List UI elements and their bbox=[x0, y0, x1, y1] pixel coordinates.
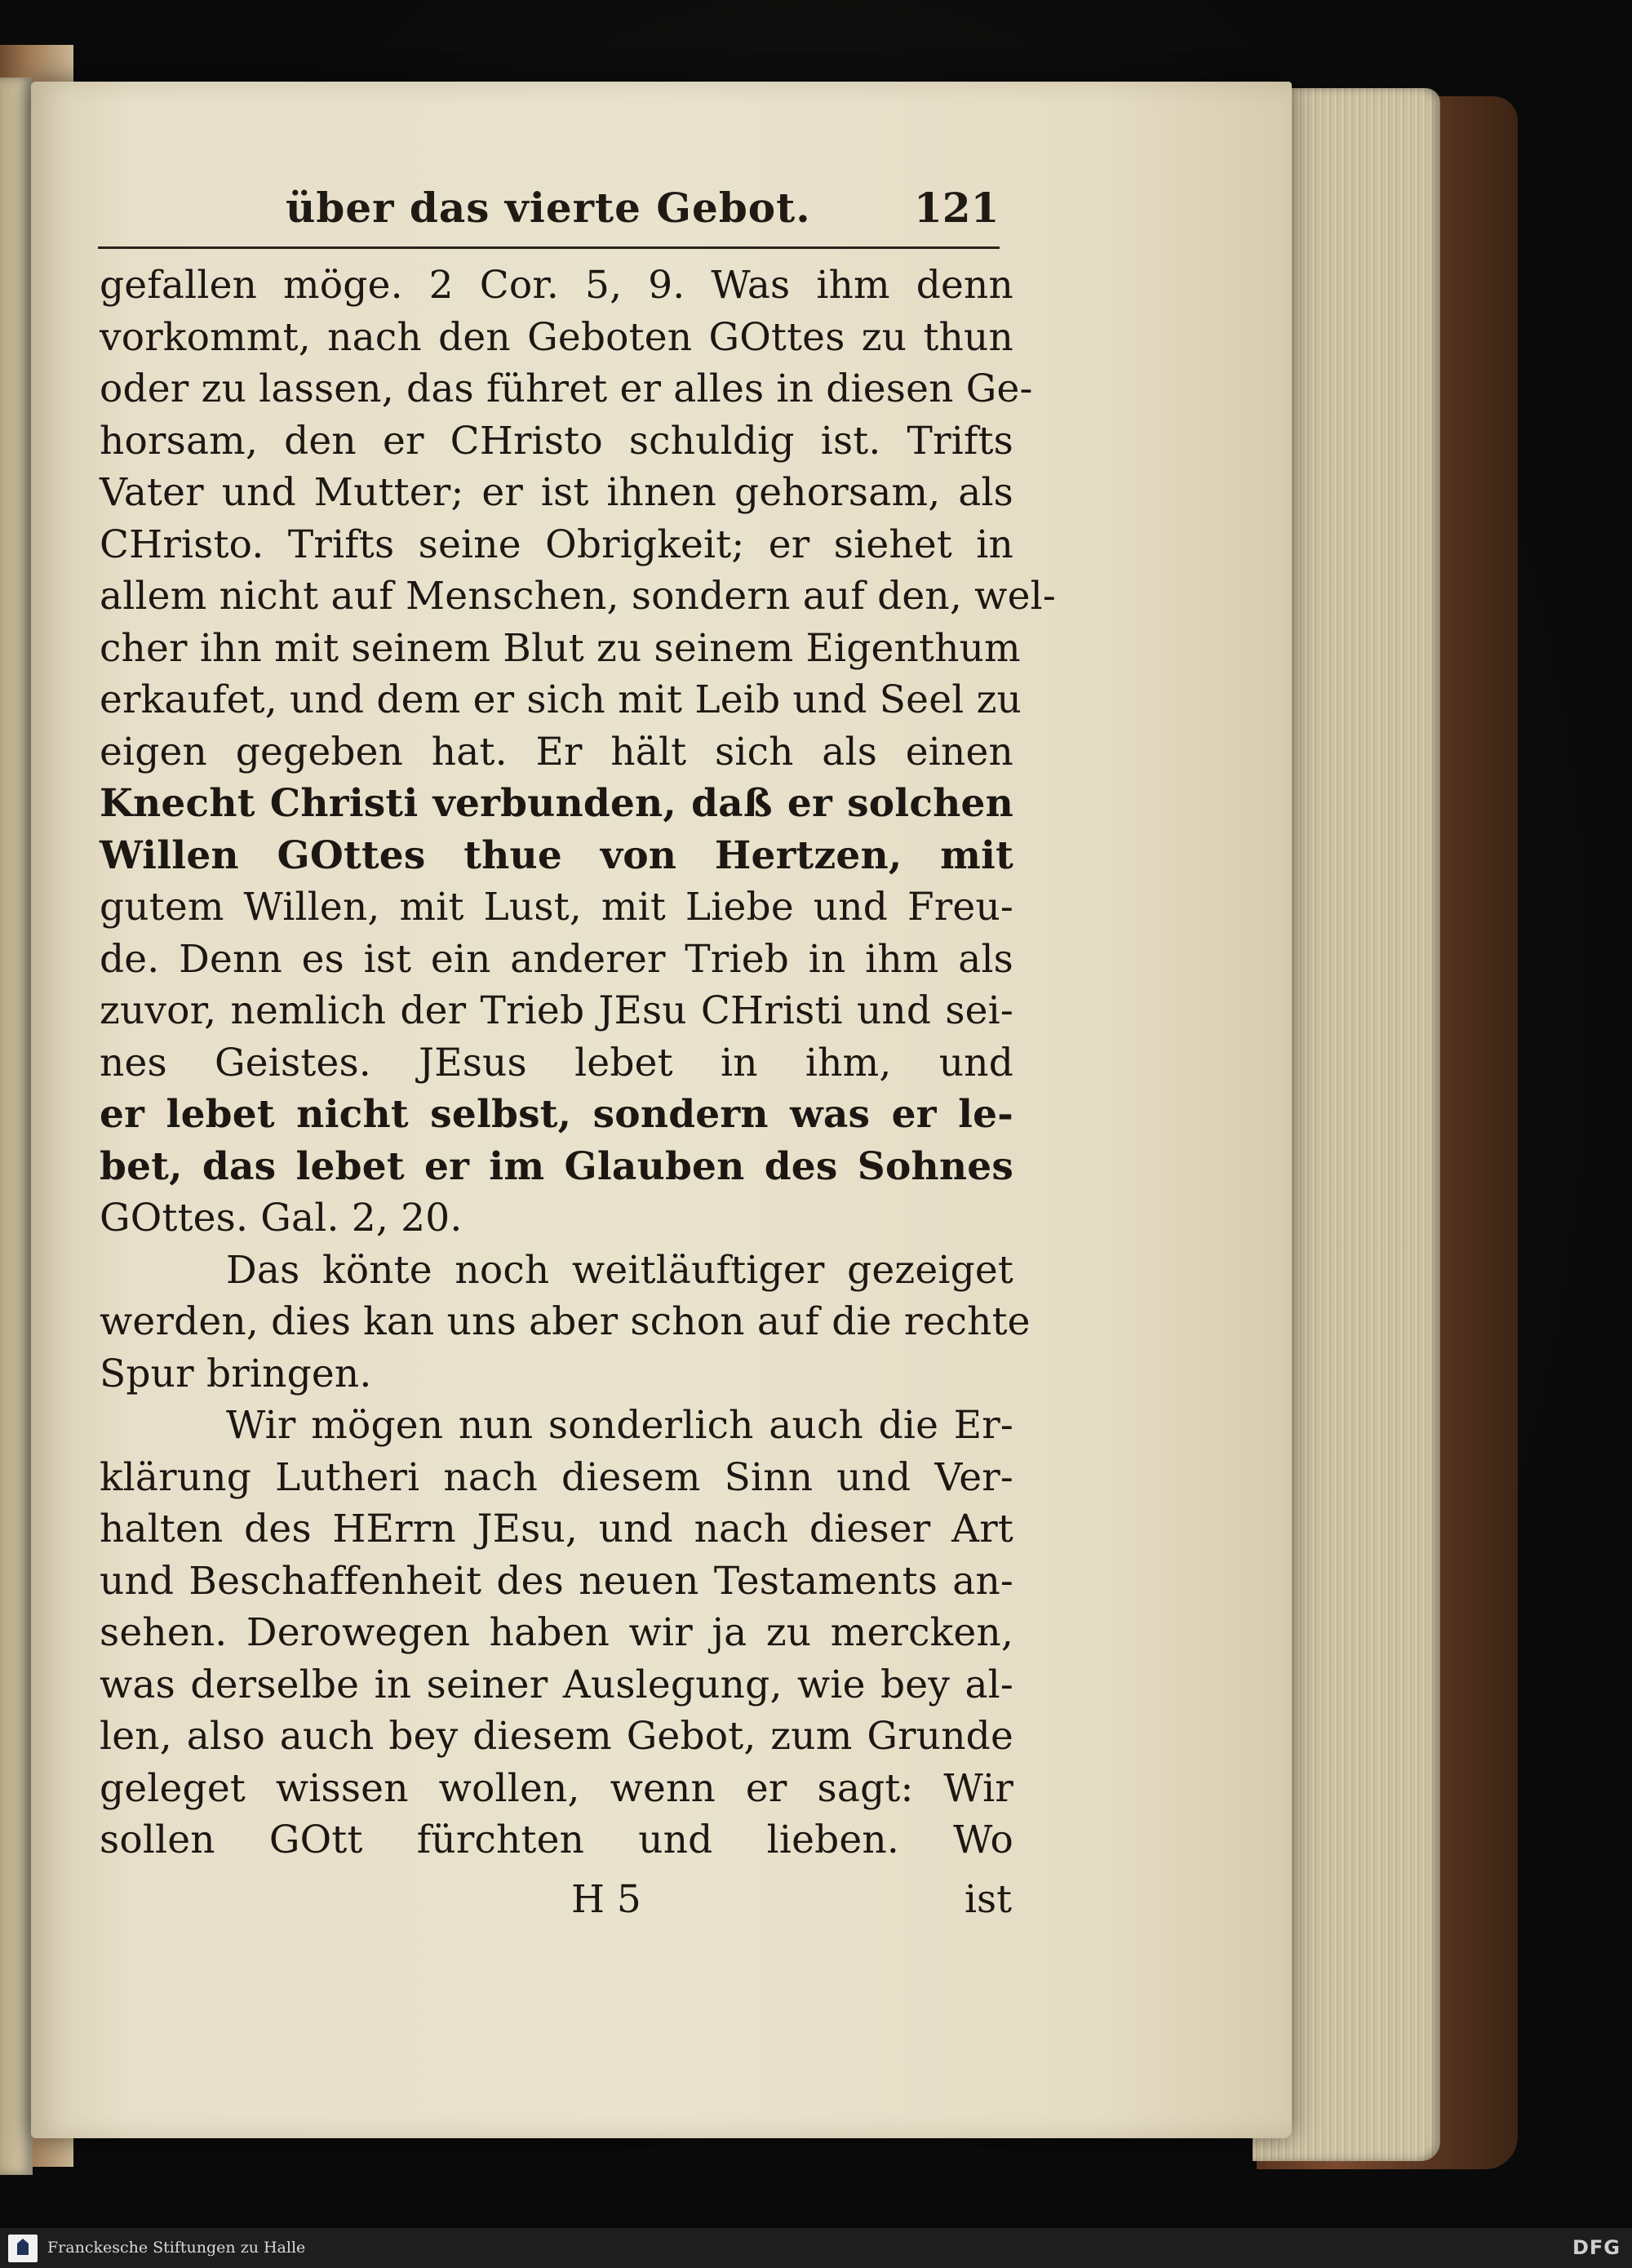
text-line: sollen GOtt fürchten und lieben. Wo bbox=[100, 1818, 1013, 1862]
text-line: geleget wissen wollen, wenn er sagt: Wir bbox=[100, 1765, 1013, 1811]
text-line: oder zu lassen, das führet er alles in diesen Ge- bbox=[100, 366, 1033, 411]
signature-mark: H 5 bbox=[571, 1877, 641, 1922]
text-line: halten des HErrn JEsu, und nach dieser Art bbox=[100, 1507, 1013, 1551]
text-line: vorkommt, nach den Geboten GOttes zu thun bbox=[100, 314, 1013, 360]
catchword: ist bbox=[965, 1877, 1013, 1922]
text-line: sehen. Derowegen haben wir ja zu mercken, bbox=[100, 1610, 1013, 1655]
text-line: Das könte noch weitläuftiger gezeiget bbox=[226, 1247, 1013, 1293]
text-line: erkaufet, und dem er sich mit Leib und Seel zu bbox=[100, 677, 1022, 722]
body-text bbox=[100, 260, 1056, 1866]
text-line: horsam, den er CHristo schuldig ist. Trifts bbox=[100, 418, 1013, 464]
text-line: de. Denn es ist ein anderer Trieb in ihm als bbox=[100, 936, 1013, 982]
text-line: klärung Lutheri nach diesem Sinn und Ver- bbox=[100, 1454, 1013, 1500]
text-line: bet, das lebet er im Glauben des Sohnes bbox=[100, 1143, 1013, 1189]
text-line: Willen GOttes thue von Hertzen, mit bbox=[100, 832, 1013, 878]
text-line: GOttes. Gal. 2, 20. bbox=[100, 1196, 463, 1241]
header-rule bbox=[98, 246, 1000, 249]
text-line: Vater und Mutter; er ist ihnen gehorsam, als bbox=[100, 470, 1013, 515]
text-line: nes Geistes. JEsus lebet in ihm, und bbox=[100, 1040, 1013, 1085]
text-line: er lebet nicht selbst, sondern was er le- bbox=[100, 1092, 1013, 1137]
text-line: Wir mögen nun sonderlich auch die Er- bbox=[226, 1403, 1013, 1448]
text-line: und Beschaffenheit des neuen Testaments an- bbox=[100, 1558, 1013, 1604]
text-line: gutem Willen, mit Lust, mit Liebe und Freu- bbox=[100, 885, 1013, 930]
text-line: len, also auch bey diesem Gebot, zum Grunde bbox=[100, 1714, 1013, 1759]
text-line: allem nicht auf Menschen, sondern auf den, wel- bbox=[100, 574, 1056, 619]
institution-label[interactable]: Franckesche Stiftungen zu Halle bbox=[47, 2239, 306, 2257]
running-head-title: über das vierte Gebot. bbox=[286, 184, 811, 232]
text-line: cher ihn mit seinem Blut zu seinem Eigenthum bbox=[100, 625, 1021, 671]
dfg-badge: DFG bbox=[1572, 2236, 1621, 2259]
institution-logo-icon bbox=[8, 2235, 38, 2262]
viewer-footer bbox=[0, 2228, 1632, 2268]
text-line: CHristo. Trifts seine Obrigkeit; er siehet in bbox=[100, 522, 1013, 567]
text-line: werden, dies kan uns aber schon auf die rechte bbox=[100, 1299, 1031, 1344]
text-line: was derselbe in seiner Auslegung, wie bey al- bbox=[100, 1662, 1013, 1707]
left-page-sliver bbox=[0, 78, 33, 2175]
running-header bbox=[286, 184, 1000, 249]
text-line: eigen gegeben hat. Er hält sich als einen bbox=[100, 729, 1013, 774]
page-number: 121 bbox=[914, 184, 1000, 232]
text-line: Knecht Christi verbunden, daß er solchen bbox=[100, 781, 1013, 826]
text-line: zuvor, nemlich der Trieb JEsu CHristi und sei- bbox=[100, 988, 1013, 1033]
text-line: Spur bringen. bbox=[100, 1351, 372, 1396]
text-line: gefallen möge. 2 Cor. 5, 9. Was ihm denn bbox=[100, 263, 1013, 308]
